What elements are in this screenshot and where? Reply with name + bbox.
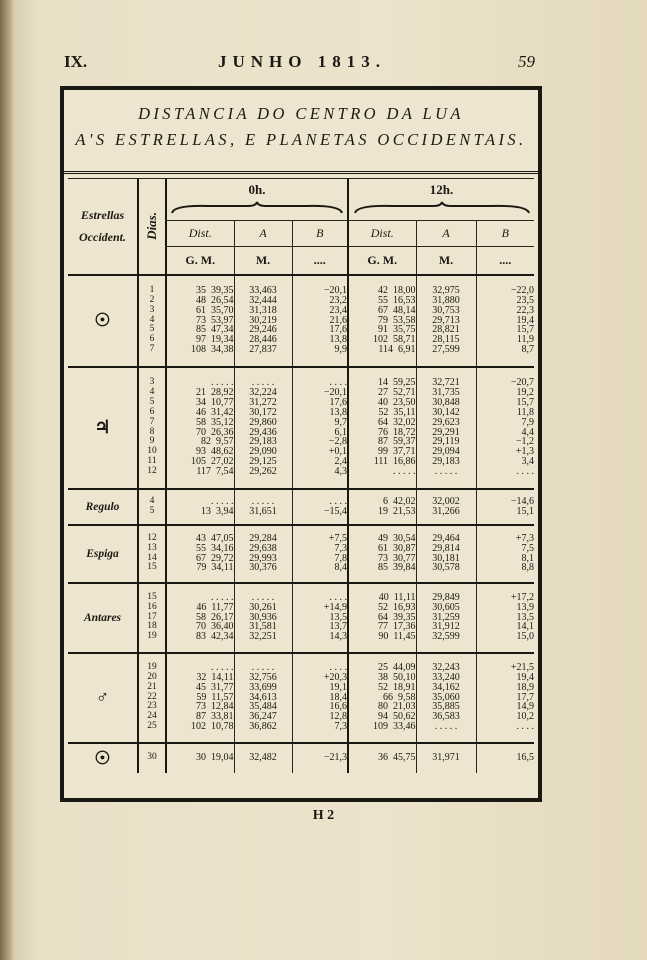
a-12h-cell: 31,971 — [416, 743, 476, 773]
dist-12h-cell: 40 11,11 52 16,93 64 39,35 77 17,36 90 11,45 — [348, 583, 416, 653]
jupiter-icon: ♃ — [68, 367, 138, 489]
b-12h-cell: +17,2 13,9 13,5 14,1 15,0 — [476, 583, 534, 653]
hour-0-header: 0h. — [166, 179, 348, 201]
a-0h-cell: . . . . . 31,651 — [234, 489, 292, 525]
days-cell: 3 4 5 6 7 8 9 10 11 12 — [138, 367, 166, 489]
sun-icon: ☉ — [68, 743, 138, 773]
days-cell: 19 20 21 22 23 24 25 — [138, 653, 166, 743]
distance-table — [68, 178, 534, 773]
brace-12h — [348, 201, 534, 221]
table-row — [68, 583, 534, 653]
days-cell: 4 5 — [138, 489, 166, 525]
dist-12h-cell: 36 45,75 — [348, 743, 416, 773]
star-name: Antares — [68, 583, 138, 653]
sun-icon: ☉ — [68, 275, 138, 367]
table-row — [68, 367, 534, 489]
b-12h-header: B — [476, 220, 534, 246]
brace-0h — [166, 201, 348, 221]
dist-12h-header: Dist. — [348, 220, 416, 246]
a-12h-cell: 32,243 33,240 34,162 35,060 35,885 36,583 . . . . . — [416, 653, 476, 743]
bodies-header: Estrellas Occident. — [79, 208, 126, 245]
a-12h-cell: 32,721 31,735 30,848 30,142 29,623 29,291 29,119 29,094 29,183 . . . . . — [416, 367, 476, 489]
a-0h-cell: . . . . . 32,756 33,699 34,613 35,484 36,247 36,862 — [234, 653, 292, 743]
days-header: Dias. — [144, 212, 159, 241]
dist-12h-cell: 25 44,09 38 50,10 52 18,91 66 9,58 80 21,03 94 50,62 109 33,46 — [348, 653, 416, 743]
star-name: Espiga — [68, 525, 138, 583]
b-12h-cell: −20,7 19,2 15,7 11,8 7,9 4,4 −1,2 +1,3 3,4 . . . . — [476, 367, 534, 489]
b-0h-cell: +7,5 7,3 7,8 8,4 — [292, 525, 348, 583]
b-12h-cell: −14,6 15,1 — [476, 489, 534, 525]
a-0h-cell: 29,284 29,638 29,993 30,376 — [234, 525, 292, 583]
dist-12h-cell: 14 59,25 27 52,71 40 23,50 52 35,11 64 32,02 76 18,72 87 59,37 99 37,71 111 16,86 . . . . . — [348, 367, 416, 489]
title-line-2: A'S ESTRELLAS, E PLANETAS OCCIDENTAIS. — [75, 130, 527, 149]
a-12h-cell: 32,975 31,880 30,753 29,713 28,821 28,115 27,599 — [416, 275, 476, 367]
dist-0h-cell: . . . . . 21 28,92 34 10,77 46 31,42 58 35,12 70 26,36 82 9,57 93 48,62 105 27,02 117 7,54 — [166, 367, 234, 489]
month-year: JUNHO 1813. — [218, 52, 386, 71]
b-0h-cell: . . . . +14,9 13,5 13,7 14,3 — [292, 583, 348, 653]
units-a-12h: M. — [416, 246, 476, 274]
b-12h-cell: 16,5 — [476, 743, 534, 773]
b-12h-cell: +7,3 7,5 8,1 8,8 — [476, 525, 534, 583]
b-0h-cell: . . . . −15,4 — [292, 489, 348, 525]
mars-icon: ♂ — [68, 653, 138, 743]
table-row — [68, 489, 534, 525]
days-cell: 1 2 3 4 5 6 7 — [138, 275, 166, 367]
days-cell: 30 — [138, 743, 166, 773]
a-12h-cell: 29,849 30,605 31,259 31,912 32,599 — [416, 583, 476, 653]
hour-12-header: 12h. — [348, 179, 534, 201]
a-0h-cell: 32,482 — [234, 743, 292, 773]
dist-12h-cell: 42 18,00 55 16,53 67 48,14 79 53,58 91 35,75 102 58,71 114 6,91 — [348, 275, 416, 367]
b-12h-cell: +21,5 19,4 18,9 17,7 14,9 10,2 . . . . — [476, 653, 534, 743]
units-b-12h: .... — [476, 246, 534, 274]
table-row — [68, 275, 534, 367]
page-number: 59 — [518, 52, 535, 71]
table-title — [64, 90, 538, 174]
dist-0h-cell: . . . . . 32 14,11 45 31,77 59 11,57 73 12,84 87 33,81 102 10,78 — [166, 653, 234, 743]
units-dist-12h: G. M. — [348, 246, 416, 274]
b-0h-cell: . . . . −20,1 17,6 13,8 9,7 6,1 −2,8 +0,1 2,4 4,3 — [292, 367, 348, 489]
a-12h-cell: 29,464 29,814 30,181 30,578 — [416, 525, 476, 583]
table-frame — [60, 86, 542, 802]
b-0h-cell: . . . . +20,3 19,1 18,4 16,6 12,8 7,3 — [292, 653, 348, 743]
b-12h-cell: −22,0 23,5 22,3 19,4 15,7 11,9 8,7 — [476, 275, 534, 367]
days-cell: 12 13 14 15 — [138, 525, 166, 583]
dist-0h-cell: 43 47,05 55 34,16 67 29,72 79 34,11 — [166, 525, 234, 583]
dist-0h-cell: . . . . . 13 3,94 — [166, 489, 234, 525]
dist-12h-cell: 6 42,02 19 21,53 — [348, 489, 416, 525]
units-b-0h: .... — [292, 246, 348, 274]
a-0h-header: A — [234, 220, 292, 246]
units-dist-0h: G. M. — [166, 246, 234, 274]
running-head — [0, 52, 647, 76]
a-12h-header: A — [416, 220, 476, 246]
dist-0h-cell: . . . . . 46 11,77 58 26,17 70 36,40 83 42,34 — [166, 583, 234, 653]
units-a-0h: M. — [234, 246, 292, 274]
dist-0h-cell: 35 39,35 48 26,54 61 35,70 73 53,97 85 47,34 97 19,34 108 34,38 — [166, 275, 234, 367]
b-0h-cell: −20,1 23,2 23,4 21,6 17,6 13,8 9,9 — [292, 275, 348, 367]
title-line-1: DISTANCIA DO CENTRO DA LUA — [138, 104, 464, 123]
a-0h-cell: 33,463 32,444 31,318 30,219 29,246 28,446 27,837 — [234, 275, 292, 367]
b-0h-header: B — [292, 220, 348, 246]
a-12h-cell: 32,002 31,266 — [416, 489, 476, 525]
dist-0h-header: Dist. — [166, 220, 234, 246]
table-row — [68, 525, 534, 583]
table-row — [68, 653, 534, 743]
dist-12h-cell: 49 30,54 61 30,87 73 30,77 85 39,84 — [348, 525, 416, 583]
section-number: IX. — [64, 52, 88, 71]
dist-0h-cell: 30 19,04 — [166, 743, 234, 773]
signature-mark: H 2 — [312, 808, 335, 823]
a-0h-cell: . . . . . 30,261 30,936 31,581 32,251 — [234, 583, 292, 653]
a-0h-cell: . . . . . 32,224 31,272 30,172 29,860 29,436 29,183 29,090 29,125 29,262 — [234, 367, 292, 489]
table-row — [68, 743, 534, 773]
star-name: Regulo — [68, 489, 138, 525]
b-0h-cell: −21,3 — [292, 743, 348, 773]
days-cell: 15 16 17 18 19 — [138, 583, 166, 653]
